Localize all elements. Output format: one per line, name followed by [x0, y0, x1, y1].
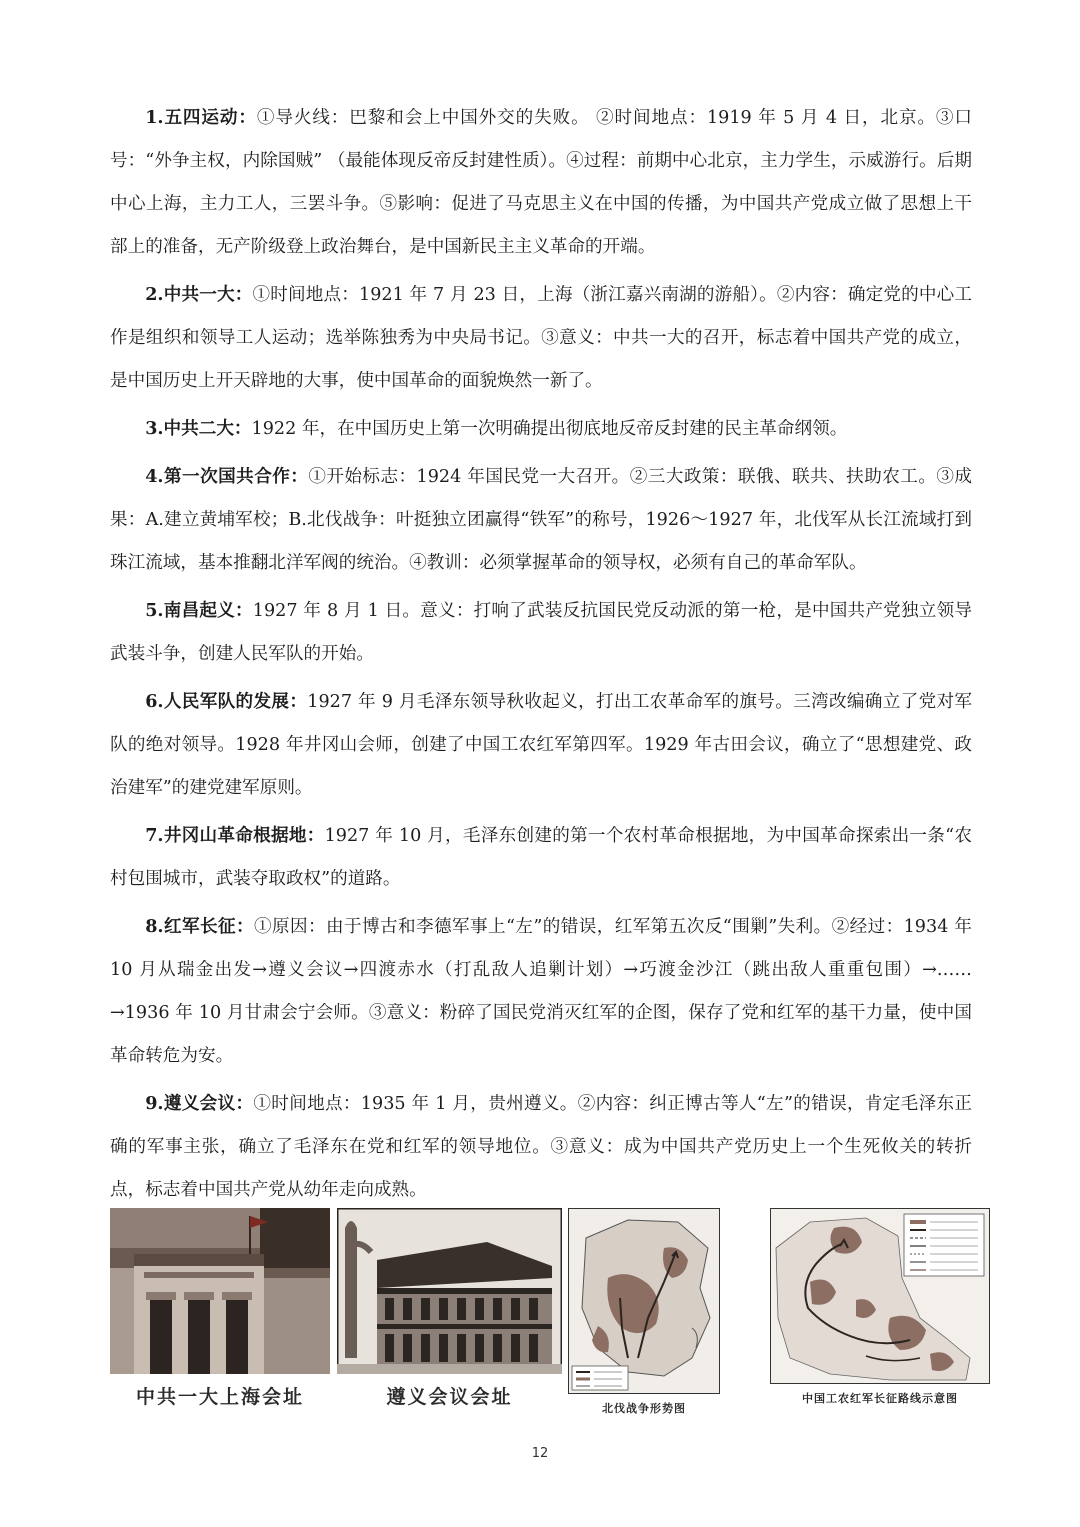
figure-caption: 北伐战争形势图 — [602, 1402, 686, 1415]
figure-caption: 中国工农红军长征路线示意图 — [802, 1392, 958, 1405]
page-number: 12 — [531, 1446, 549, 1461]
paragraph-text: ①导火线：巴黎和会上中国外交的失败。 ②时间地点：1919 年 5 月 4 日，北京。③口号：“外争主权，内除国贼” （最能体现反帝反封建性质）。④过程：前期中心北京，主力学生，示威游行。后期中心上海，主力工人，三罢斗争。⑤影响：促进了马克思主义在中国的传播，为中国共产党成立做了思想上干部上的准备，无产阶级登上政治舞台，是中国新民主主义革命的开端。 — [110, 108, 972, 257]
long-march-map — [770, 1208, 990, 1384]
paragraph-long-march — [110, 905, 972, 1078]
paragraph-nanchang-uprising — [110, 589, 972, 676]
figure-northern-expedition-map — [568, 1208, 720, 1416]
paragraph-may-fourth — [110, 96, 972, 269]
zunyi-site-photo — [337, 1208, 562, 1374]
paragraph-text: ①时间地点：1921 年 7 月 23 日，上海（浙江嘉兴南湖的游船）。②内容：确定党的中心工作是组织和领导工人运动；选举陈独秀为中央局书记。③意义：中共一大的召开，标志着中国共产党的成立，是中国历史上开天辟地的大事，使中国革命的面貌焕然一新了。 — [110, 285, 972, 391]
term-label: 5.南昌起义： — [145, 600, 253, 621]
term-label: 9.遵义会议： — [145, 1093, 254, 1114]
paragraph-second-congress — [110, 407, 972, 451]
term-label: 4.第一次国共合作： — [145, 466, 309, 487]
figure-shanghai-site — [110, 1208, 330, 1409]
figure-caption: 遵义会议会址 — [386, 1386, 513, 1408]
document-body — [110, 96, 972, 1216]
paragraph-text: 1927 年 8 月 1 日。意义：打响了武装反抗国民党反动派的第一枪，是中国共产党独立领导武装斗争，创建人民军队的开始。 — [110, 601, 972, 664]
term-label: 1.五四运动： — [145, 107, 257, 128]
paragraph-text: ①时间地点：1935 年 1 月，贵州遵义。②内容：纠正博古等人“左”的错误，肯定毛泽东正确的军事主张，确立了毛泽东在党和红军的领导地位。③意义：成为中国共产党历史上一个生死攸关的转折点，标志着中国共产党从幼年走向成熟。 — [110, 1094, 972, 1200]
paragraph-text: 1927 年 9 月毛泽东领导秋收起义，打出工农革命军的旗号。三湾改编确立了党对军队的绝对领导。1928 年井冈山会师，创建了中国工农红军第四军。1929 年古田会议，确立了“思想建党、政治建军”的建党建军原则。 — [110, 692, 973, 798]
paragraph-zunyi-meeting — [110, 1082, 972, 1212]
term-label: 2.中共一大： — [145, 284, 253, 305]
paragraph-jinggangshan — [110, 814, 972, 901]
term-label: 7.井冈山革命根据地： — [145, 825, 325, 846]
paragraph-text: 1927 年 10 月，毛泽东创建的第一个农村革命根据地，为中国革命探索出一条“农村包围城市，武装夺取政权”的道路。 — [110, 826, 973, 889]
paragraph-army-development — [110, 680, 972, 810]
northern-expedition-map — [568, 1208, 720, 1394]
paragraph-text: 1922 年，在中国历史上第一次明确提出彻底地反帝反封建的民主革命纲领。 — [251, 419, 848, 439]
paragraph-first-congress — [110, 273, 972, 403]
figure-zunyi-site — [337, 1208, 562, 1409]
term-label: 8.红军长征： — [145, 916, 254, 937]
shanghai-site-photo — [110, 1208, 330, 1374]
figure-long-march-map — [770, 1208, 990, 1406]
term-label: 3.中共二大： — [145, 418, 252, 439]
paragraph-text: ①开始标志：1924 年国民党一大召开。②三大政策：联俄、联共、扶助农工。③成果：A.建立黄埔军校；B.北伐战争：叶挺独立团赢得“铁军”的称号，1926～1927 年，北伐军从长江流域打到珠江流域，基本推翻北洋军阀的统治。④教训：必须掌握革命的领导权，必须有自己的革命军队。 — [110, 467, 972, 573]
paragraph-text: ①原因：由于博古和李德军事上“左”的错误，红军第五次反“围剿”失利。②经过：1934 年 10 月从瑞金出发→遵义会议→四渡赤水（打乱敌人追剿计划）→巧渡金沙江（跳出敌人重重包围）→……→1936 年 10 月甘肃会宁会师。③意义：粉碎了国民党消灭红军的企图，保存了党和红军的基干力量，使中国革命转危为安。 — [110, 917, 972, 1066]
term-label: 6.人民军队的发展： — [145, 691, 308, 712]
figure-strip — [110, 1208, 990, 1418]
figure-caption: 中共一大上海会址 — [135, 1386, 304, 1408]
paragraph-first-cooperation — [110, 455, 972, 585]
